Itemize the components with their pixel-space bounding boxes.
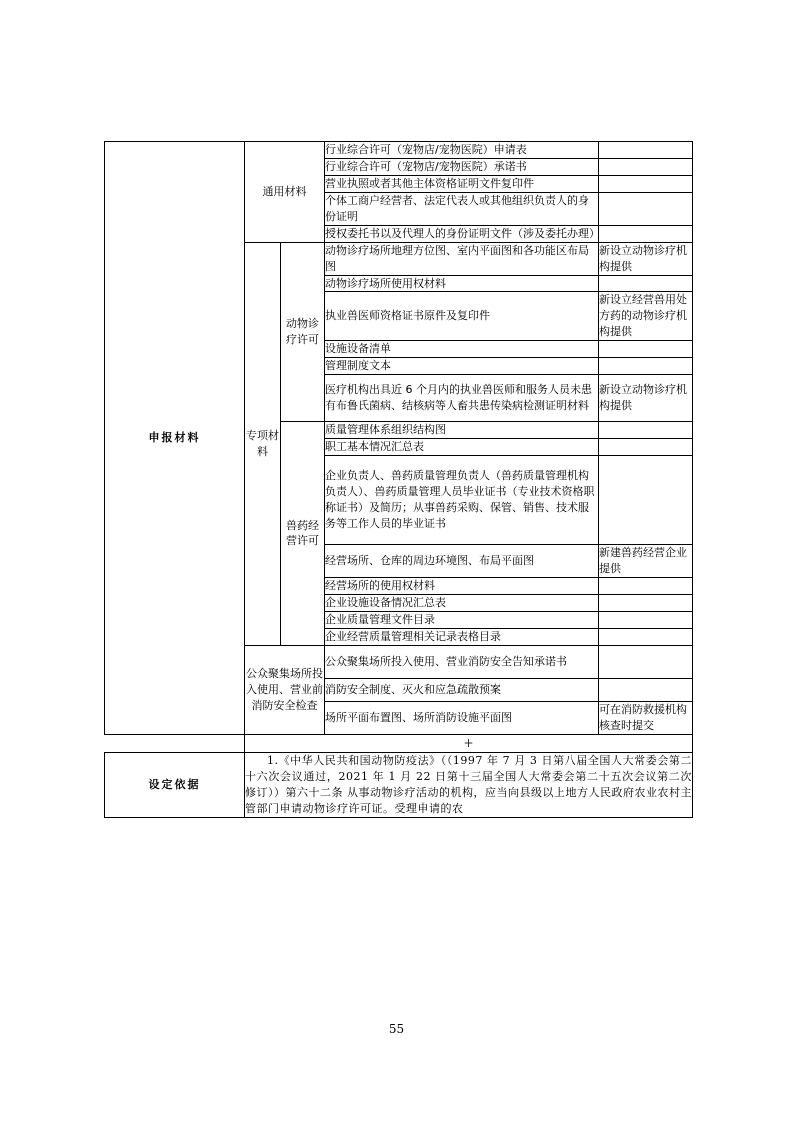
- material-item: 企业负责人、兽药质量管理负责人（兽药质量管理机构负责人）、兽药质量管理人员毕业证书（专业技术资格职称证书）及简历；从事兽药采购、保管、销售、技术服务等工作人员的毕业证书: [325, 456, 599, 545]
- material-item: 企业设施设备情况汇总表: [325, 594, 599, 611]
- material-note: [599, 175, 693, 192]
- material-item: 授权委托书以及代理人的身份证明文件（涉及委托办理）: [325, 225, 599, 242]
- requirements-table: [104, 141, 693, 818]
- basis-content: [245, 753, 693, 818]
- material-note: [599, 358, 693, 375]
- material-item: 执业兽医师资格证书原件及复印件: [325, 292, 599, 341]
- material-note: [599, 456, 693, 545]
- material-note: [599, 439, 693, 456]
- material-note: [599, 578, 693, 595]
- material-note: 新建兽药经营企业提供: [599, 545, 693, 578]
- group-label-vet-drug: 兽药经营许可: [281, 422, 325, 646]
- basis-paragraph: 1.《中华人民共和国动物防疫法》（（1997 年 7 月 3 日第八届全国人大常委会第二十六次会议通过，2021 年 1 月 22 日第十三届全国人大常委会第二十五次会议第二次修订））第六十二条 从事动物诊疗活动的机构，应当向县级以上地方人民政府农业农村主管部门申请动物诊疗许可证。受理申请的农: [245, 754, 692, 815]
- row-label-basis: 设定依据: [105, 753, 245, 818]
- material-note: [599, 192, 693, 225]
- material-item: 管理制度文本: [325, 358, 599, 375]
- material-item: 企业质量管理文件目录: [325, 611, 599, 628]
- material-note: [599, 275, 693, 292]
- material-note: [599, 225, 693, 242]
- material-note: 可在消防救援机构核查时提交: [599, 701, 693, 734]
- row-label-declaration: 申报材料: [105, 142, 245, 735]
- material-note: [599, 341, 693, 358]
- material-note: 新设立经营兽用处方药的动物诊疗机构提供: [599, 292, 693, 341]
- group-label-special: 专项材料: [245, 242, 281, 645]
- material-item: 设施设备清单: [325, 341, 599, 358]
- material-note: [599, 142, 693, 159]
- material-note: [599, 158, 693, 175]
- material-item: 医疗机构出具近 6 个月内的执业兽医师和服务人员未患有布鲁氏菌病、结核病等人畜共患传染病检测证明材料: [325, 375, 599, 422]
- material-item: 质量管理体系组织结构图: [325, 422, 599, 439]
- material-note: [599, 628, 693, 645]
- material-item: 经营场所的使用权材料: [325, 578, 599, 595]
- material-note: 新设立动物诊疗机构提供: [599, 242, 693, 275]
- group-label-public-fire: 公众聚集场所投入使用、营业前消防安全检查: [245, 645, 325, 734]
- material-item: 职工基本情况汇总表: [325, 439, 599, 456]
- material-item: 营业执照或者其他主体资格证明文件复印件: [325, 175, 599, 192]
- material-item: 行业综合许可（宠物店/宠物医院）承诺书: [325, 158, 599, 175]
- table-row: [105, 142, 693, 159]
- material-item: 消防安全制度、灭火和应急疏散预案: [325, 678, 599, 701]
- add-row-button[interactable]: +: [245, 734, 693, 752]
- material-item: 企业经营质量管理相关记录表格目录: [325, 628, 599, 645]
- group-label-general: 通用材料: [245, 142, 325, 243]
- material-item: 个体工商户经营者、法定代表人或其他组织负责人的身份证明: [325, 192, 599, 225]
- page-number: 55: [388, 1022, 405, 1036]
- table-row: [105, 753, 693, 818]
- material-item: 公众聚集场所投入使用、营业消防安全告知承诺书: [325, 645, 599, 678]
- material-note: [599, 594, 693, 611]
- material-note: 新设立动物诊疗机构提供: [599, 375, 693, 422]
- material-note: [599, 611, 693, 628]
- material-note: [599, 678, 693, 701]
- material-note: [599, 422, 693, 439]
- table-row-add[interactable]: [105, 734, 693, 752]
- material-item: 经营场所、仓库的周边环境图、布局平面图: [325, 545, 599, 578]
- material-item: 行业综合许可（宠物店/宠物医院）申请表: [325, 142, 599, 159]
- material-item: 动物诊疗场所地理方位图、室内平面图和各功能区布局图: [325, 242, 599, 275]
- material-note: [599, 645, 693, 678]
- material-item: 场所平面布置图、场所消防设施平面图: [325, 701, 599, 734]
- material-item: 动物诊疗场所使用权材料: [325, 275, 599, 292]
- group-label-animal-clinic: 动物诊疗许可: [281, 242, 325, 422]
